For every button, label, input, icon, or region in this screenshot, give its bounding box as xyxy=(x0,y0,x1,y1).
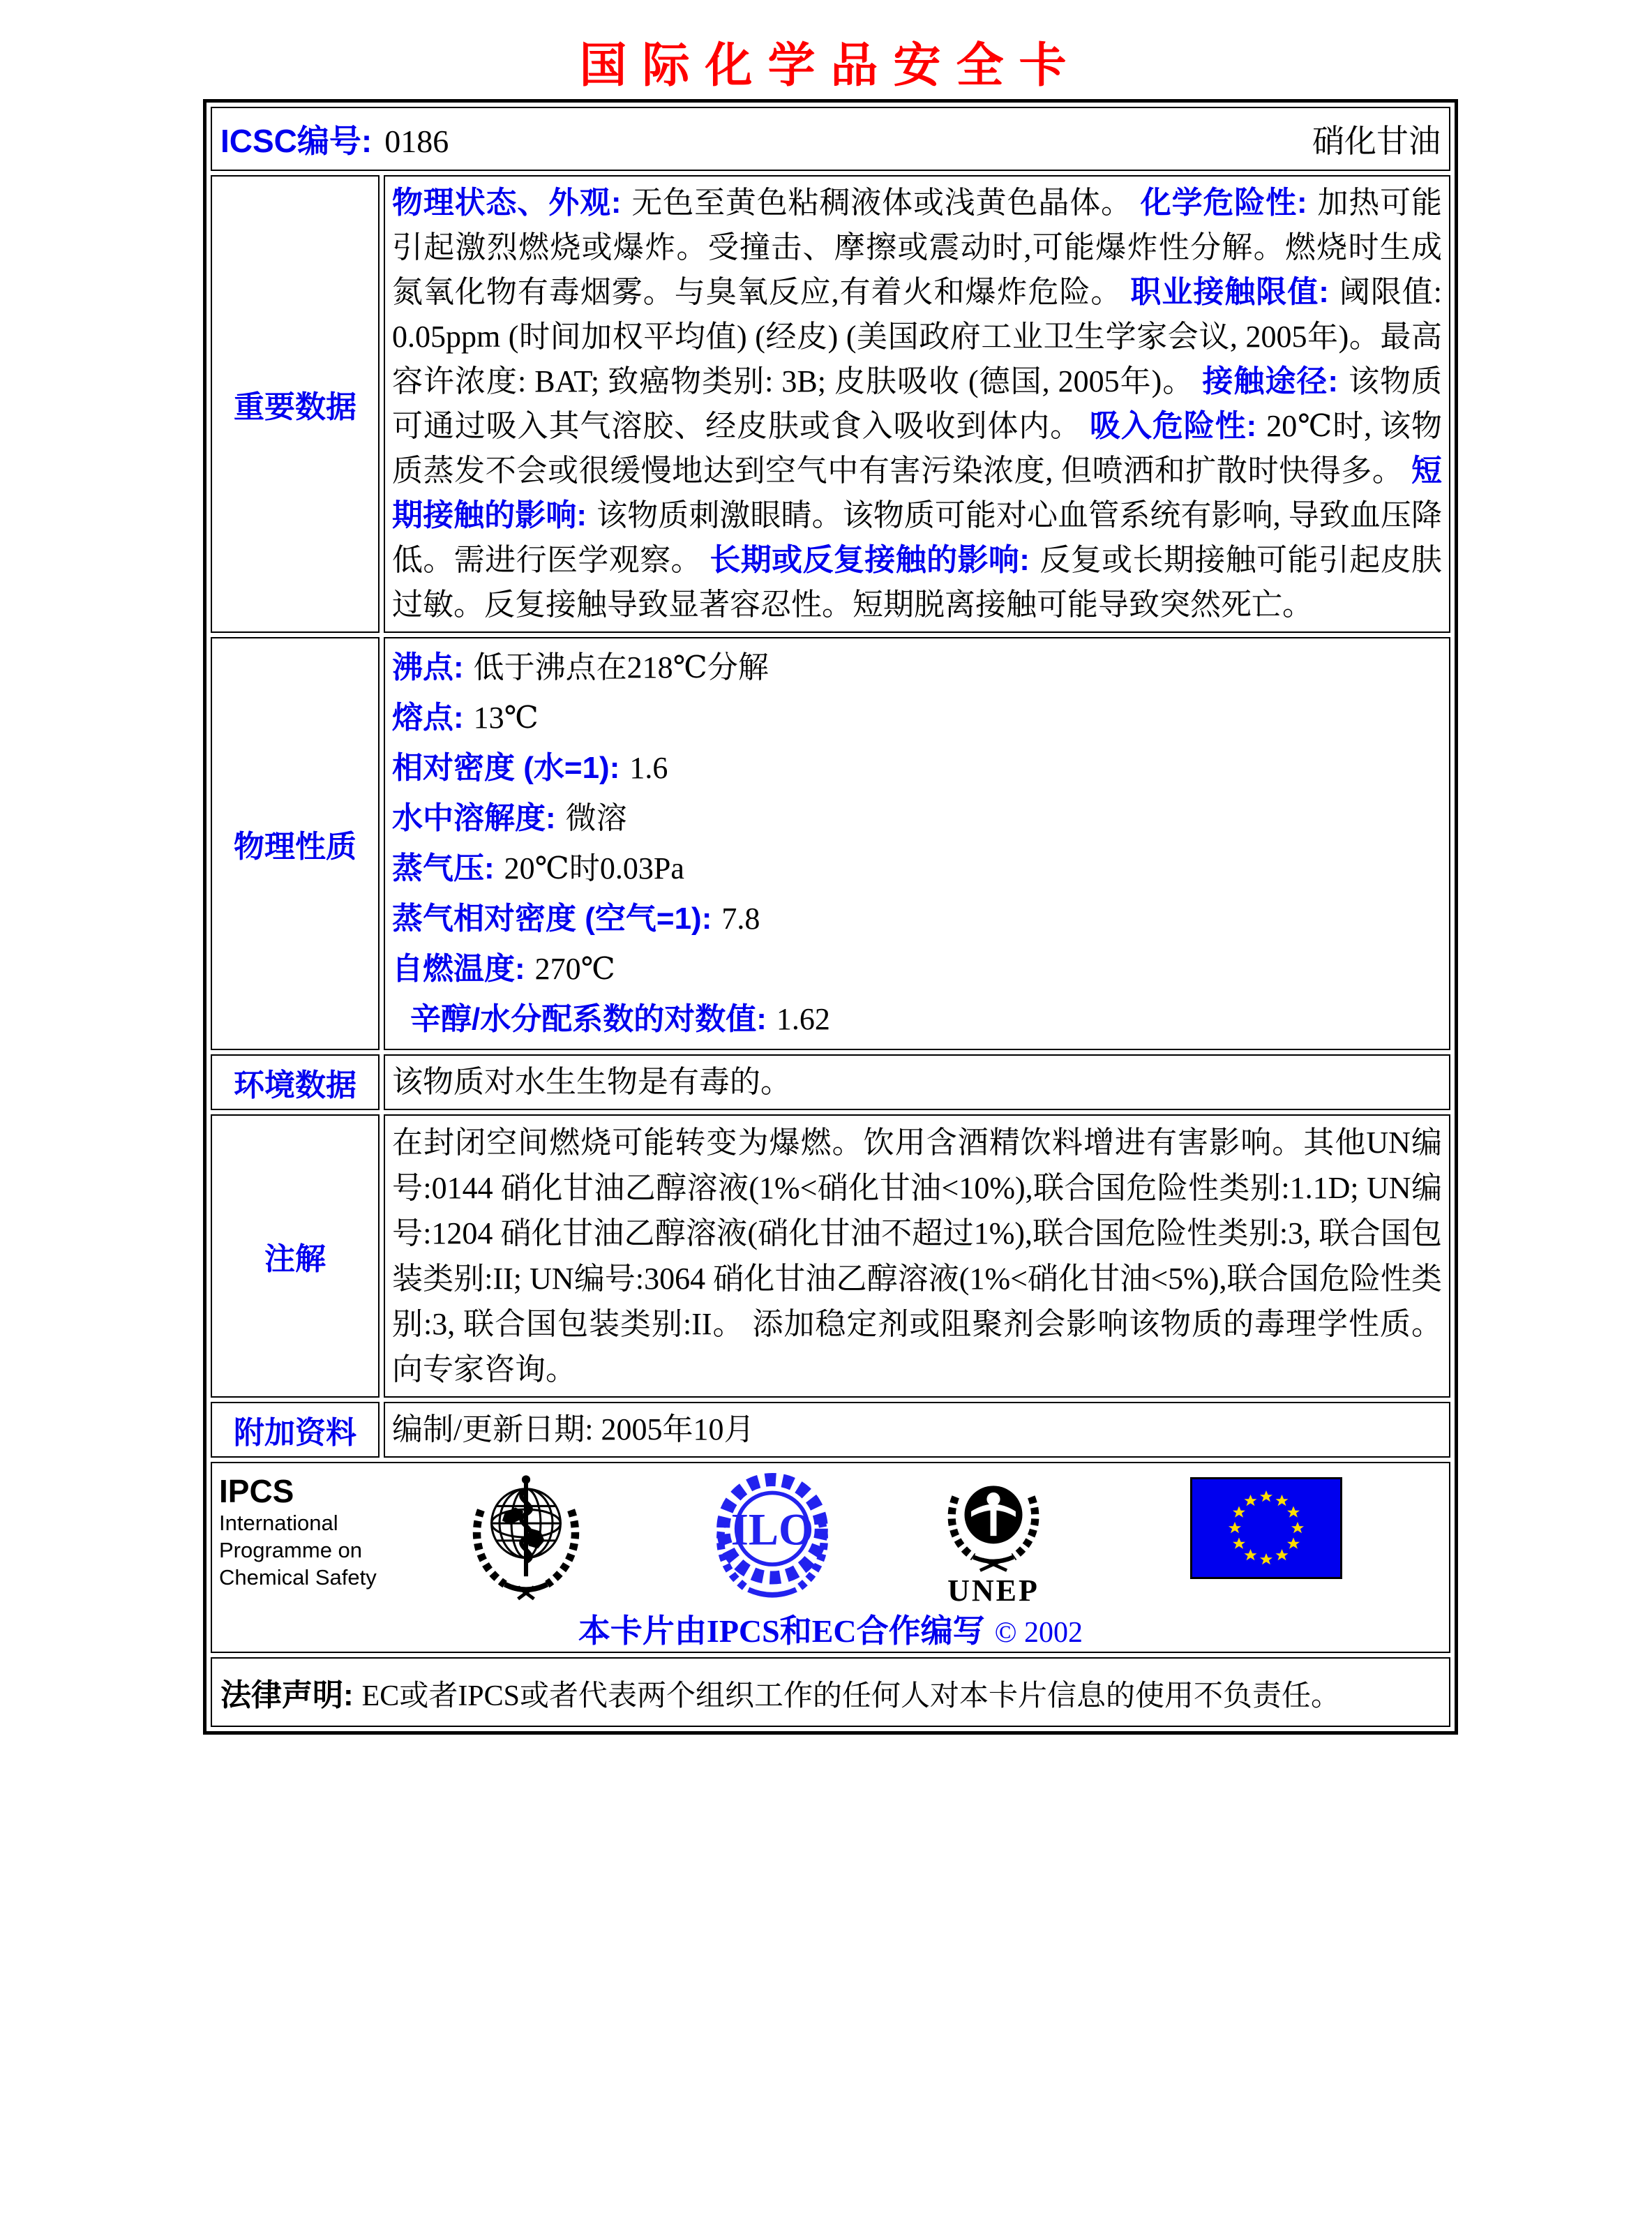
notes-content: 在封闭空间燃烧可能转变为爆燃。饮用含酒精饮料增进有害影响。其他UN编号:0144 硝化甘油乙醇溶液(1%<硝化甘油<10%),联合国危险性类别:1.1D; UN编号:1204 硝化甘油乙醇溶液(硝化甘油不超过1%),联合国危险性类别:3, 联合国包装类别:II; UN编号:3064 硝化甘油乙醇溶液(1%<硝化甘油<5%),联合国危险性类别:3, 联合国包装类别:II。 添加稳定剂或阻聚剂会影响该物质的毒理学性质。向专家咨询。 xyxy=(384,1114,1450,1398)
field-text: 该物质刺激眼睛。该物质可能对心血管系统有影响, 导致血压降低。需进行医学观察。 xyxy=(392,498,1443,577)
unep-logo-icon xyxy=(938,1470,1049,1575)
property-value: 20℃时0.03Pa xyxy=(504,851,684,885)
environmental-data-section-label: 环境数据 xyxy=(211,1054,380,1110)
field-label: 化学危险性: xyxy=(1140,186,1307,220)
property-value: 13℃ xyxy=(473,701,539,735)
page-title: 国际化学品安全卡 xyxy=(579,39,1082,92)
property-label: 自燃温度: xyxy=(392,952,525,986)
header-row xyxy=(211,107,1450,171)
field-label: 物理状态、外观: xyxy=(392,186,622,220)
important-data-section-label: 重要数据 xyxy=(211,175,380,633)
legal-row xyxy=(211,1657,1450,1727)
section-additional-information xyxy=(211,1402,1450,1458)
ilo-logo-icon xyxy=(706,1470,839,1607)
field-text: 阈限值: 0.05ppm (时间加权平均值) (经皮) (美国政府工业卫生学家会议, 2005年)。最高容许浓度: BAT; 致癌物类别: 3B; 皮肤吸收 (德国, 2005年)。 xyxy=(392,275,1442,398)
property-value: 1.6 xyxy=(629,751,668,785)
ipcs-subtitle-line3: Chemical Safety xyxy=(219,1565,377,1590)
property-label: 蒸气相对密度 (空气=1): xyxy=(392,902,712,936)
property-label: 沸点: xyxy=(392,650,464,685)
field-label: 接触途径: xyxy=(1202,364,1339,398)
who-logo-icon xyxy=(460,1470,592,1607)
ilo-letters: ILO xyxy=(730,1504,814,1555)
field-label: 职业接触限值: xyxy=(1130,275,1329,309)
field-label: 短期接触的影响: xyxy=(392,454,1443,532)
ipcs-subtitle-line2: Programme on xyxy=(219,1538,363,1562)
physical-properties-section-label: 物理性质 xyxy=(211,637,380,1050)
property-value: 微溶 xyxy=(565,801,627,835)
property-label: 相对密度 (水=1): xyxy=(392,751,620,785)
property-value: 低于沸点在218℃分解 xyxy=(473,650,769,685)
chemical-name: 硝化甘油 xyxy=(1312,124,1441,159)
physical-properties-content xyxy=(384,637,1450,1050)
ipcs-subtitle-line1: International xyxy=(219,1511,338,1535)
footer-logos-row xyxy=(211,1462,1450,1653)
additional-information-section-label: 附加资料 xyxy=(211,1402,380,1458)
field-label: 吸入危险性: xyxy=(1090,409,1257,443)
important-data-content xyxy=(384,175,1450,633)
footer-caption xyxy=(212,1606,1449,1652)
field-label: 长期或反复接触的影响: xyxy=(709,543,1030,577)
additional-information-content: 编制/更新日期: 2005年10月 xyxy=(384,1402,1450,1458)
environmental-data-content: 该物质对水生生物是有毒的。 xyxy=(384,1054,1450,1110)
unep-logo xyxy=(938,1470,1049,1607)
property-label: 熔点: xyxy=(392,701,464,735)
field-text: 无色至黄色粘稠液体或浅黄色晶体。 xyxy=(631,186,1132,220)
section-notes xyxy=(211,1114,1450,1398)
field-text: 加热可能引起激烈燃烧或爆炸。受撞击、摩擦或震动时,可能爆炸性分解。燃烧时生成氮氧化物有毒烟雾。与臭氧反应,有着火和爆炸危险。 xyxy=(392,186,1442,309)
ipcs-block xyxy=(219,1473,377,1591)
footer-caption-text: 本卡片由IPCS和EC合作编写 xyxy=(578,1613,985,1649)
property-label: 辛醇/水分配系数的对数值: xyxy=(410,1002,767,1036)
property-label: 水中溶解度: xyxy=(392,801,556,835)
footer-copyright: © 2002 xyxy=(994,1617,1083,1649)
icsc-number-label: ICSC编号: xyxy=(220,123,373,159)
property-label: 蒸气压: xyxy=(392,851,495,885)
eu-flag-icon xyxy=(1190,1477,1342,1579)
icsc-number-value: 0186 xyxy=(384,124,449,159)
field-text: 该物质可通过吸入其气溶胶、经皮肤或食入吸收到体内。 xyxy=(392,364,1443,443)
section-physical-properties xyxy=(211,637,1450,1050)
legal-statement-text: EC或者IPCS或者代表两个组织工作的任何人对本卡片信息的使用不负责任。 xyxy=(361,1680,1341,1712)
icsc-card-table xyxy=(203,99,1458,1735)
property-value: 7.8 xyxy=(721,902,760,936)
legal-statement-label: 法律声明: xyxy=(220,1678,354,1712)
property-value: 270℃ xyxy=(534,952,615,986)
icsc-number-group xyxy=(220,116,449,162)
field-text: 反复或长期接触可能引起皮肤过敏。反复接触导致显著容忍性。短期脱离接触可能导致突然死亡。 xyxy=(392,543,1443,622)
field-text: 20℃时, 该物质蒸发不会或很缓慢地达到空气中有害污染浓度, 但喷洒和扩散时快得多。 xyxy=(392,409,1443,488)
section-environmental-data xyxy=(211,1054,1450,1110)
property-value: 1.62 xyxy=(776,1002,830,1036)
section-important-data xyxy=(211,175,1450,633)
unep-label: UNEP xyxy=(947,1573,1039,1608)
notes-section-label: 注解 xyxy=(211,1114,380,1398)
ipcs-title: IPCS xyxy=(219,1473,294,1509)
